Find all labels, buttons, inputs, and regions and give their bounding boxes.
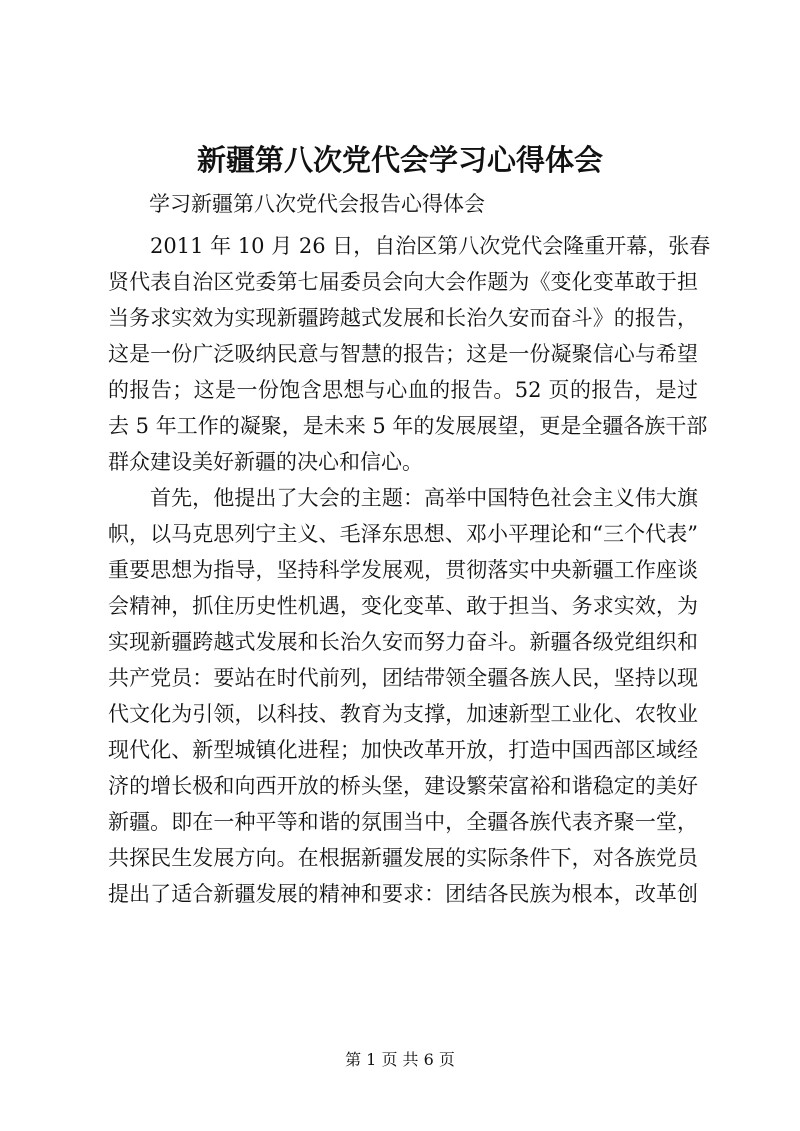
paragraph-line: 济的增长极和向西开放的桥头堡，建设繁荣富裕和谐稳定的美好 xyxy=(108,774,698,798)
page-indicator: 第 1 页 共 6 页 xyxy=(345,1050,455,1069)
paragraph-line: 现代化、新型城镇化进程；加快改革开放，打造中国西部区域经 xyxy=(108,738,698,762)
document-body xyxy=(108,228,711,912)
paragraph-line: 的报告；这是一份饱含思想与心血的报告。52 页的报告，是过 xyxy=(108,378,698,402)
paragraph-line: 2011 年 10 月 26 日，自治区第八次党代会隆重开幕，张春 xyxy=(150,234,711,258)
paragraph-line: 代文化为引领，以科技、教育为支撑，加速新型工业化、农牧业 xyxy=(108,702,698,726)
paragraph-line: 去 5 年工作的凝聚，是未来 5 年的发展展望，更是全疆各族干部 xyxy=(108,414,708,438)
paragraph-line: 帜，以马克思列宁主义、毛泽东思想、邓小平理论和“三个代表” xyxy=(108,522,698,546)
paragraph-line: 共探民生发展方向。在根据新疆发展的实际条件下，对各族党员 xyxy=(108,846,698,870)
paragraph-2 xyxy=(108,480,698,912)
paragraph-line: 共产党员：要站在时代前列，团结带领全疆各族人民，坚持以现 xyxy=(108,666,698,690)
paragraph-line: 提出了适合新疆发展的精神和要求：团结各民族为根本，改革创 xyxy=(108,882,698,906)
paragraph-line: 新疆。即在一种平等和谐的氛围当中，全疆各族代表齐聚一堂， xyxy=(108,810,698,834)
paragraph-line: 群众建设美好新疆的决心和信心。 xyxy=(108,450,423,474)
paragraph-1 xyxy=(108,228,711,480)
paragraph-line: 会精神，抓住历史性机遇，变化变革、敢于担当、务求实效，为 xyxy=(108,594,698,618)
paragraph-line: 这是一份广泛吸纳民意与智慧的报告；这是一份凝聚信心与希望 xyxy=(108,342,698,366)
document-subtitle: 学习新疆第八次党代会报告心得体会 xyxy=(149,192,485,216)
paragraph-line: 重要思想为指导，坚持科学发展观，贯彻落实中央新疆工作座谈 xyxy=(108,558,698,582)
paragraph-line: 当务求实效为实现新疆跨越式发展和长治久安而奋斗》的报告， xyxy=(108,306,698,330)
document-title: 新疆第八次党代会学习心得体会 xyxy=(196,143,603,177)
paragraph-line: 实现新疆跨越式发展和长治久安而努力奋斗。新疆各级党组织和 xyxy=(108,630,698,654)
paragraph-line: 首先，他提出了大会的主题：高举中国特色社会主义伟大旗 xyxy=(150,486,698,510)
paragraph-line: 贤代表自治区党委第七届委员会向大会作题为《变化变革敢于担 xyxy=(108,270,698,294)
